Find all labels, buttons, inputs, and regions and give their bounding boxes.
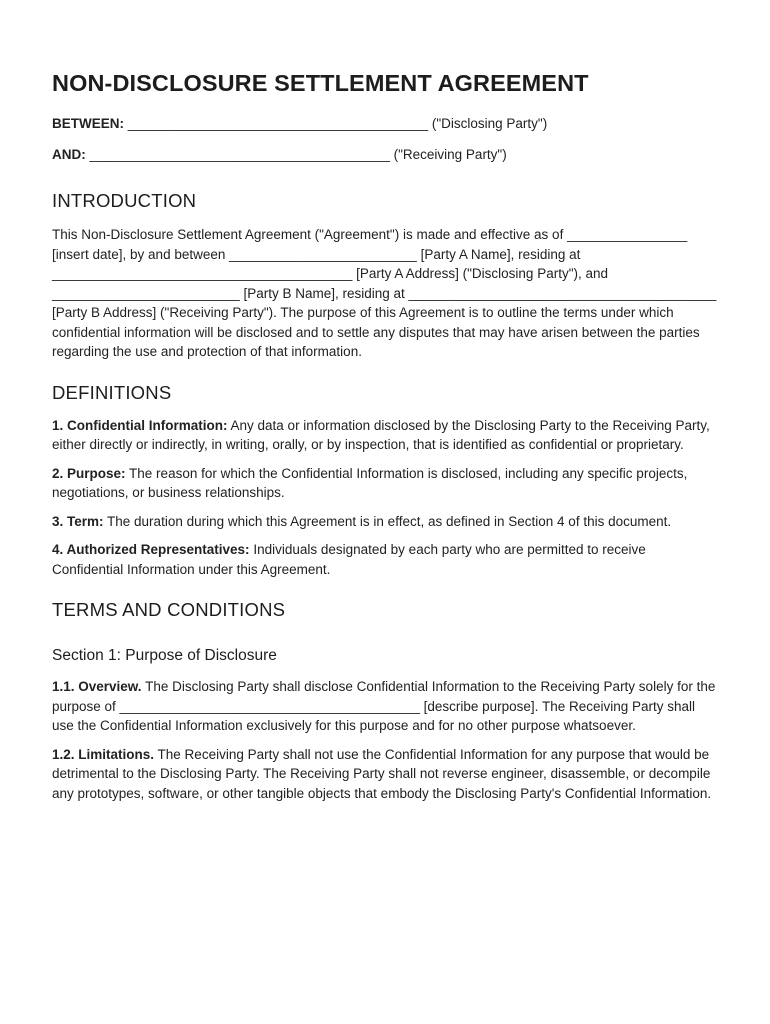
clause-label: 1.2. Limitations. [52,746,155,762]
between-label: BETWEEN: [52,116,124,131]
introduction-heading: INTRODUCTION [52,190,197,211]
clause-text: The Disclosing Party shall disclose Confidential Information to the Receiving Party solely for the purpose of ________________________________________ [describe purpose]. The Receiving Party shall use the Confidential Information exclusively for this purpose and for no other purpose whatsoever. [52,679,716,733]
definition-term: 1. Confidential Information: [52,417,228,433]
definition-item [52,464,718,503]
and-line [52,146,718,164]
definition-text: Individuals designated by each party who are permitted to receive Confidential Information under this Agreement. [52,542,646,577]
definition-term: 4. Authorized Representatives: [52,542,250,557]
definition-item [52,416,718,455]
definition-text: The reason for which the Confidential Information is disclosed, including any specific projects, negotiations, or business relationships. [52,465,688,500]
clause-label: 1.1. Overview. [52,679,142,694]
clause-text: The Receiving Party shall not use the Confidential Information for any purpose that would be detrimental to the Disclosing Party. The Receiving Party shall not reverse engineer, disassemble, or decompile any prototypes, software, or other tangible objects that embody the Disclosing Party's Confidential Information. [52,746,712,801]
between-line [52,115,718,133]
terms-heading: TERMS AND CONDITIONS [52,599,286,620]
introduction-body: This Non-Disclosure Settlement Agreement ("Agreement") is made and effective as of ________________ [insert date], by and between _________________________ [Party A Name], residing at ________________________________________ [Party A Address] ("Disclosing Party"), and _________________________ [Party B Name], residing at _________________________________________ [Party B Address] ("Receiving Party"). The purpose of this Agreement is to outline the terms under which confidential information will be disclosed and to settle any disputes that may have arisen between the parties regarding the use and protection of that information. [52,227,717,359]
clause-item [52,677,718,736]
definition-term: 2. Purpose: [52,465,126,481]
definition-item [52,540,718,579]
definitions-heading: DEFINITIONS [52,381,172,403]
document-title: NON-DISCLOSURE SETTLEMENT AGREEMENT [52,70,589,96]
section-1-title: Section 1: Purpose of Disclosure [52,647,277,664]
definition-text: The duration during which this Agreement is in effect, as defined in Section 4 of this document. [107,513,672,529]
and-blank: ________________________________________ [89,147,390,162]
between-blank: ________________________________________ [127,116,429,131]
clause-item [52,745,718,804]
between-role: ("Disclosing Party") [431,116,548,131]
definition-term: 3. Term: [52,513,104,529]
definition-item [52,512,718,532]
definition-text: Any data or information disclosed by the Disclosing Party to the Receiving Party, either directly or indirectly, in writing, orally, or by inspection, that is identified as confidential or proprietary. [52,417,710,452]
and-role: ("Receiving Party") [393,147,507,162]
and-label: AND: [52,147,86,162]
